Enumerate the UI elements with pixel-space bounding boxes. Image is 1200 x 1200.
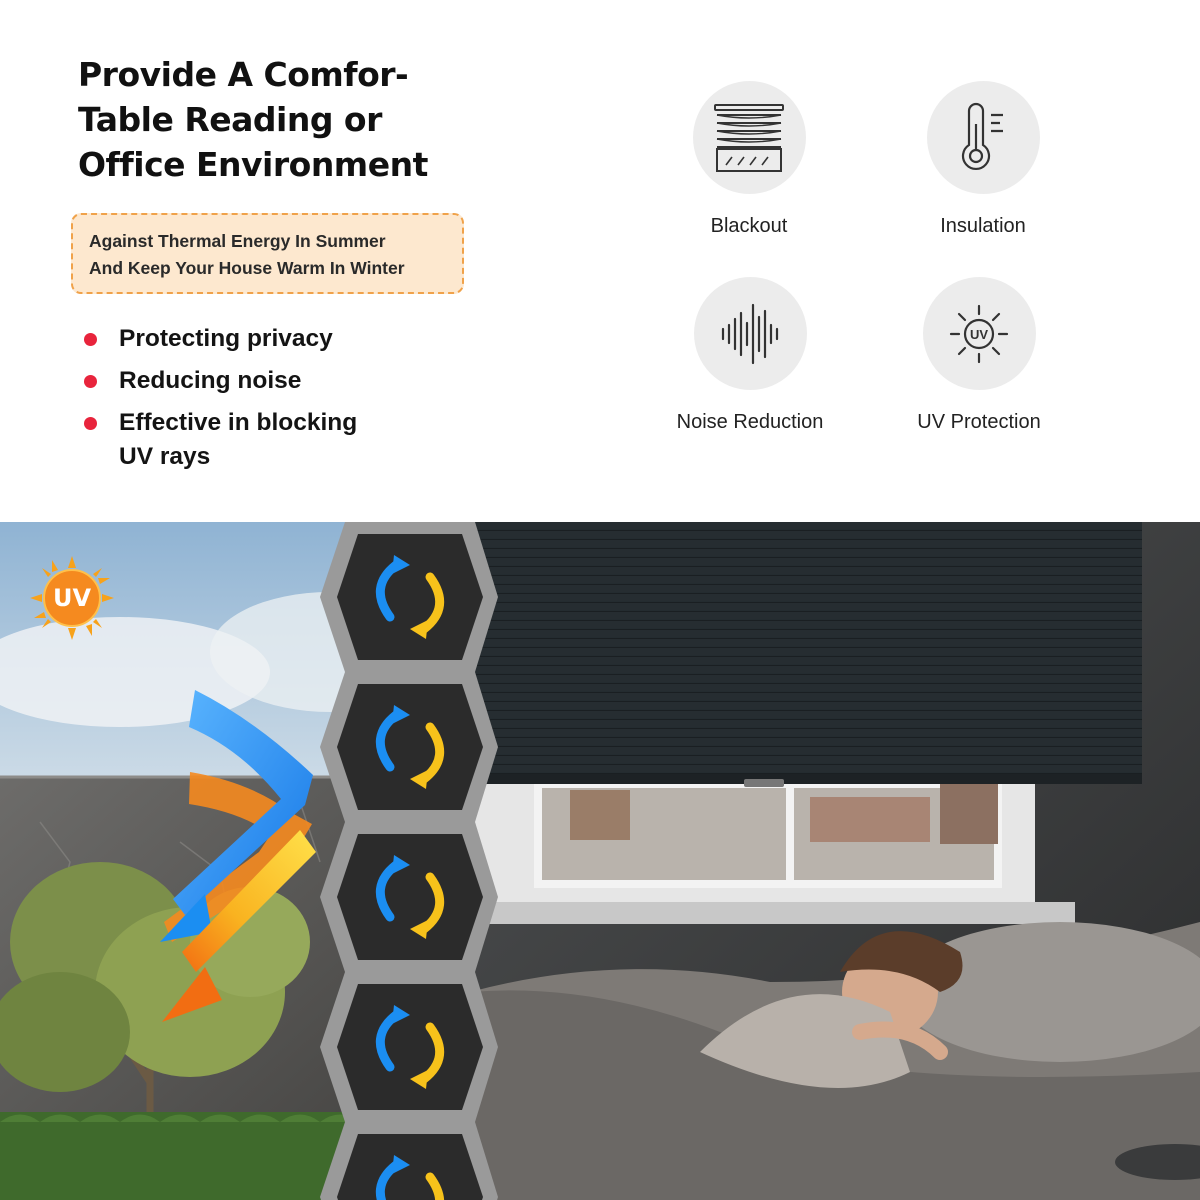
benefit-list: [80, 322, 440, 482]
thermometer-icon: [927, 81, 1040, 194]
benefit-item-uv: [80, 406, 440, 474]
uv-sun-icon: [923, 277, 1036, 390]
headline: [78, 52, 498, 187]
sound-wave-icon: [694, 277, 807, 390]
feature-insulation: [893, 81, 1073, 238]
feature-blackout: [659, 81, 839, 238]
feature-noise-reduction: [660, 277, 840, 434]
thermal-callout: [71, 213, 464, 294]
benefit-label: Protecting privacy: [119, 325, 333, 352]
feature-label: UV Protection: [917, 411, 1041, 433]
headline-line: Provide A Comfor-: [78, 55, 409, 94]
feature-label: Noise Reduction: [676, 411, 824, 433]
headline-line: Table Reading or: [78, 100, 382, 139]
feature-label: Blackout: [710, 215, 788, 237]
blackout-shade-icon: [693, 81, 806, 194]
benefit-item-noise: [80, 364, 440, 398]
callout-line: Against Thermal Energy In Summer: [89, 231, 386, 251]
benefit-item-privacy: [80, 322, 440, 356]
benefit-label: Reducing noise: [119, 367, 302, 394]
bullet-dot-icon: [84, 375, 97, 388]
bullet-dot-icon: [84, 333, 97, 346]
callout-line: And Keep Your House Warm In Winter: [89, 258, 405, 278]
benefit-label: Effective in blocking: [119, 409, 358, 436]
bedroom-scene-illustration: [0, 522, 1200, 1200]
feature-uv-protection: [889, 277, 1069, 434]
feature-panel: [0, 0, 1200, 522]
benefit-label: UV rays: [119, 443, 211, 470]
svg-text:UV: UV: [969, 326, 989, 342]
feature-label: Insulation: [940, 215, 1026, 237]
headline-line: Office Environment: [78, 145, 428, 184]
uv-badge-text: UV: [52, 584, 92, 612]
uv-sun-badge: [30, 556, 114, 640]
bullet-dot-icon: [84, 417, 97, 430]
